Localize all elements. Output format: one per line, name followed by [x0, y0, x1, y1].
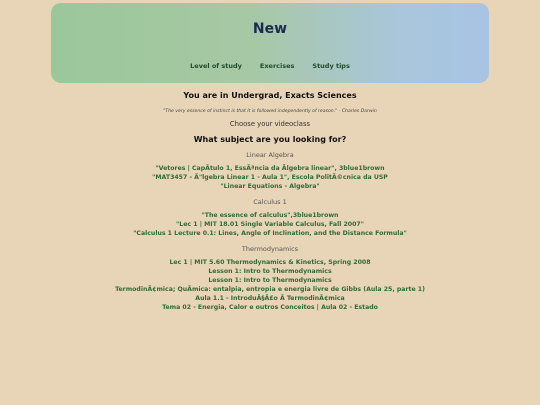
main-content [0, 91, 540, 312]
video-link[interactable]: "Linear Equations - Algebra" [220, 183, 320, 190]
choose-label: Choose your videoclass [229, 120, 311, 128]
video-link[interactable]: "The essence of calculus",3blue1brown [201, 212, 339, 219]
video-link[interactable]: Tema 02 - Energia, Calor e outros Conceitos | Aula 02 - Estado [162, 304, 378, 311]
subject-section-linear-algebra [0, 151, 540, 191]
quote-text: "The very essence of instinct is that it is followed independently of reason." - Charles Darwin [163, 109, 377, 114]
top-nav [51, 62, 489, 70]
video-link[interactable]: "Lec 1 | MIT 18.01 Single Variable Calculus, Fall 2007" [176, 221, 364, 228]
video-link[interactable]: Aula 1.1 - IntroduÃ§Ã£o Ã TermodinÃ¢mica [195, 295, 345, 302]
subject-title: Calculus 1 [253, 198, 287, 206]
video-link[interactable]: TermodinÃ¢mica; QuÃmica: entalpia, entropia e energia livre de Gibbs (Aula 25, parte 1) [115, 286, 425, 293]
subject-section-thermodynamics [0, 245, 540, 312]
header-banner [51, 3, 489, 83]
video-link[interactable]: "Calculus 1 Lecture 0.1: Lines, Angle of Inclination, and the Distance Formula" [133, 230, 407, 237]
video-link[interactable]: Lesson 1: Intro to Thermodynamics [208, 268, 332, 275]
subject-title: Linear Algebra [246, 151, 294, 159]
video-link[interactable]: "Vetores | CapÃtulo 1, EssÃªncia da Ãlgebra linear", 3blue1brown [155, 165, 385, 172]
site-title: New [252, 21, 288, 37]
nav-exercises[interactable]: Exercises [259, 62, 295, 70]
video-link[interactable]: Lesson 1: Intro to Thermodynamics [208, 277, 332, 284]
location-heading: You are in Undergrad, Exacts Sciences [183, 91, 357, 100]
subject-title: Thermodynamics [241, 245, 299, 253]
video-link[interactable]: Lec 1 | MIT 5.60 Thermodynamics & Kinetics, Spring 2008 [169, 259, 371, 266]
nav-level-of-study[interactable]: Level of study [190, 62, 242, 70]
nav-study-tips[interactable]: Study tips [312, 62, 350, 70]
subject-section-calculus-1 [0, 198, 540, 238]
subject-question: What subject are you looking for? [193, 135, 347, 144]
video-link[interactable]: "MAT3457 - Ã"lgebra Linear 1 - Aula 1", Escola PolitÃ©cnica da USP [152, 174, 388, 181]
